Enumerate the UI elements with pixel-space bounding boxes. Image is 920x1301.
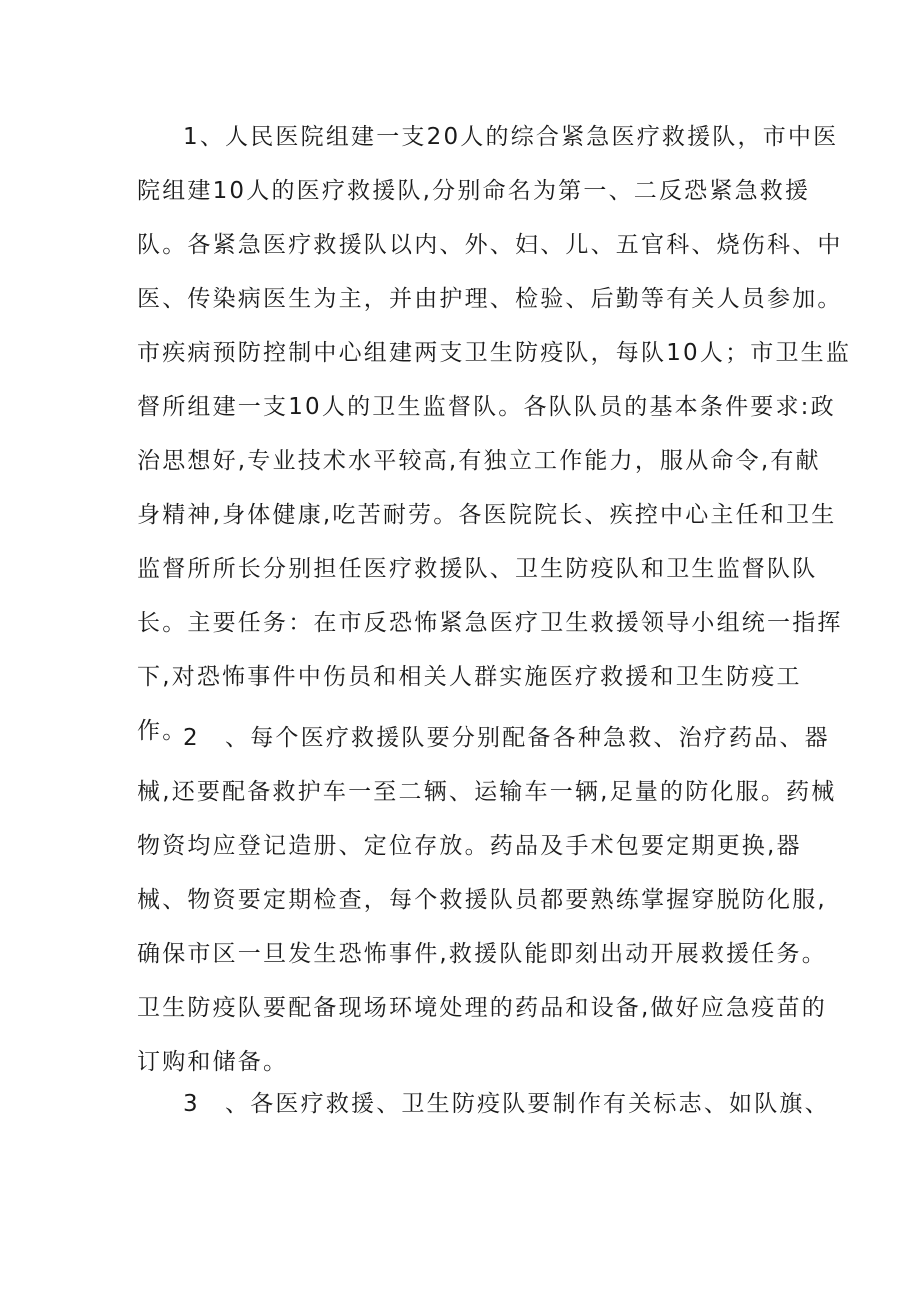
text-line: 作。 (137, 718, 188, 744)
paragraph-1 (137, 110, 852, 758)
text-line: 确保市区一旦发生恐怖事件,救援队能即刻出动开展救援任务。 (137, 941, 827, 967)
text-line: 治思想好,专业技术水平较高,有独立工作能力，服从命令,有献 (137, 448, 821, 474)
text-line: 院组建10人的医疗救援队,分别命名为第一、二反恐紧急救援 (137, 178, 811, 204)
text-line: 督所组建一支10人的卫生监督队。各队队员的基本条件要求:政 (137, 394, 836, 420)
text-line: 械,还要配备救护车一至二辆、运输车一辆,足量的防化服。药械 (137, 779, 837, 805)
text-line: 械、物资要定期检查，每个救援队员都要熟练掌握穿脱防化服, (137, 887, 827, 913)
text-line: 物资均应登记造册、定位存放。药品及手术包要定期更换,器 (137, 833, 802, 859)
paragraph-3 (137, 1077, 830, 1131)
text-line: 卫生防疫队要配备现场环境处理的药品和设备,做好应急疫苗的 (137, 995, 827, 1021)
text-line: 监督所所长分别担任医疗救援队、卫生防疫队和卫生监督队队 (137, 556, 818, 582)
text-line: 订购和储备。 (137, 1049, 289, 1075)
text-line: 队。各紧急医疗救援队以内、外、妇、儿、五官科、烧伤科、中 (137, 232, 843, 258)
text-line: 医、传染病医生为主，并由护理、检验、后勤等有关人员参加。 (137, 286, 843, 312)
text-line: 3 、各医疗救援、卫生防疫队要制作有关标志、如队旗、 (183, 1091, 830, 1117)
text-line: 下,对恐怖事件中伤员和相关人群实施医疗救援和卫生防疫工 (137, 664, 802, 690)
paragraph-2 (137, 711, 837, 1089)
text-line: 长。主要任务：在市反恐怖紧急医疗卫生救援领导小组统一指挥 (137, 610, 843, 636)
text-line: 2 、每个医疗救援队要分别配备各种急救、治疗药品、器 (183, 725, 830, 751)
text-line: 1、人民医院组建一支20人的综合紧急医疗救援队，市中医 (183, 124, 839, 150)
text-line: 身精神,身体健康,吃苦耐劳。各医院院长、疾控中心主任和卫生 (137, 502, 837, 528)
text-line: 市疾病预防控制中心组建两支卫生防疫队，每队10人；市卫生监 (137, 340, 852, 366)
